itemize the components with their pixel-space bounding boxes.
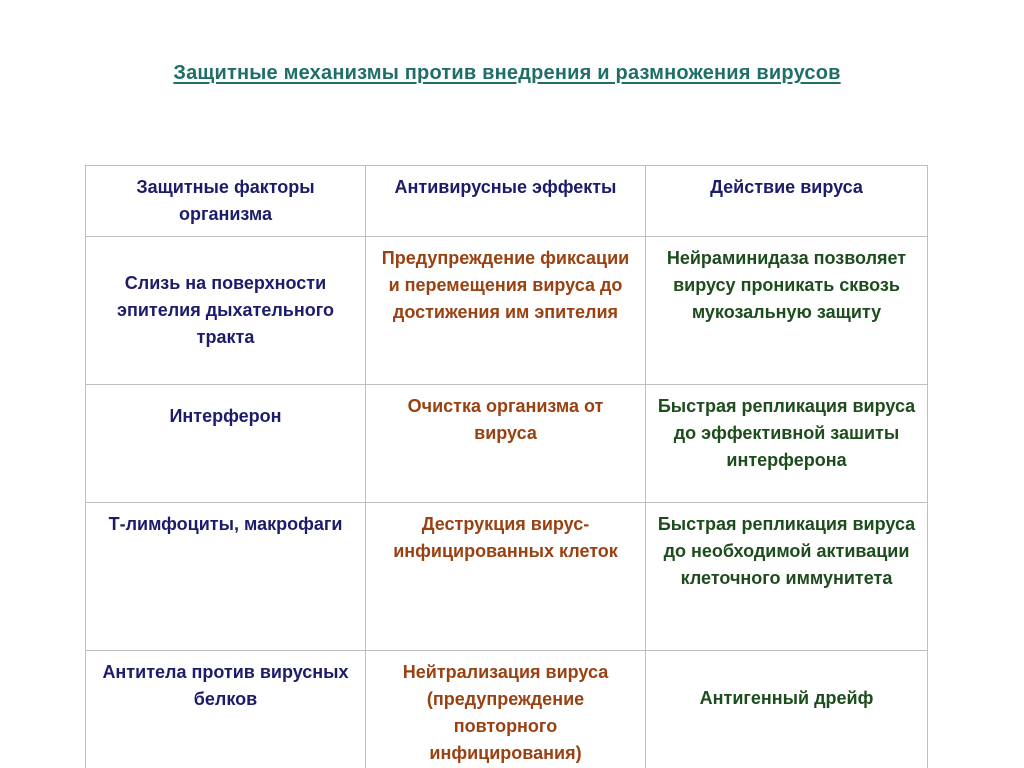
cell-factor: Т-лимфоциты, макрофаги xyxy=(86,503,366,651)
cell-effect: Очистка организма от вируса xyxy=(366,385,646,503)
cell-virus-action: Быстрая репликация вируса до эффективной зашиты интерферона xyxy=(646,385,928,503)
header-virus-action: Действие вируса xyxy=(646,166,928,237)
cell-factor: Антитела против вирусных белков xyxy=(86,651,366,768)
header-effects: Антивирусные эффекты xyxy=(366,166,646,237)
table-row xyxy=(86,651,928,768)
cell-virus-action: Антигенный дрейф xyxy=(646,651,928,768)
table-header-row xyxy=(86,166,928,237)
cell-effect: Нейтрализация вируса (предупреждение повторного инфицирования) xyxy=(366,651,646,768)
cell-factor: Интерферон xyxy=(86,385,366,503)
defense-mechanisms-table xyxy=(85,165,928,768)
cell-effect: Деструкция вирус-инфицированных клеток xyxy=(366,503,646,651)
cell-effect: Предупреждение фиксации и перемещения вируса до достижения им эпителия xyxy=(366,237,646,385)
header-factors: Защитные факторы организма xyxy=(86,166,366,237)
page-title: Защитные механизмы против внедрения и размножения вирусов xyxy=(173,62,841,84)
table-row xyxy=(86,385,928,503)
table-row xyxy=(86,237,928,385)
table-row xyxy=(86,503,928,651)
cell-virus-action: Быстрая репликация вируса до необходимой активации клеточного иммунитета xyxy=(646,503,928,651)
cell-virus-action: Нейраминидаза позволяет вирусу проникать сквозь мукозальную защиту xyxy=(646,237,928,385)
cell-factor: Слизь на поверхности эпителия дыхательного тракта xyxy=(86,237,366,385)
